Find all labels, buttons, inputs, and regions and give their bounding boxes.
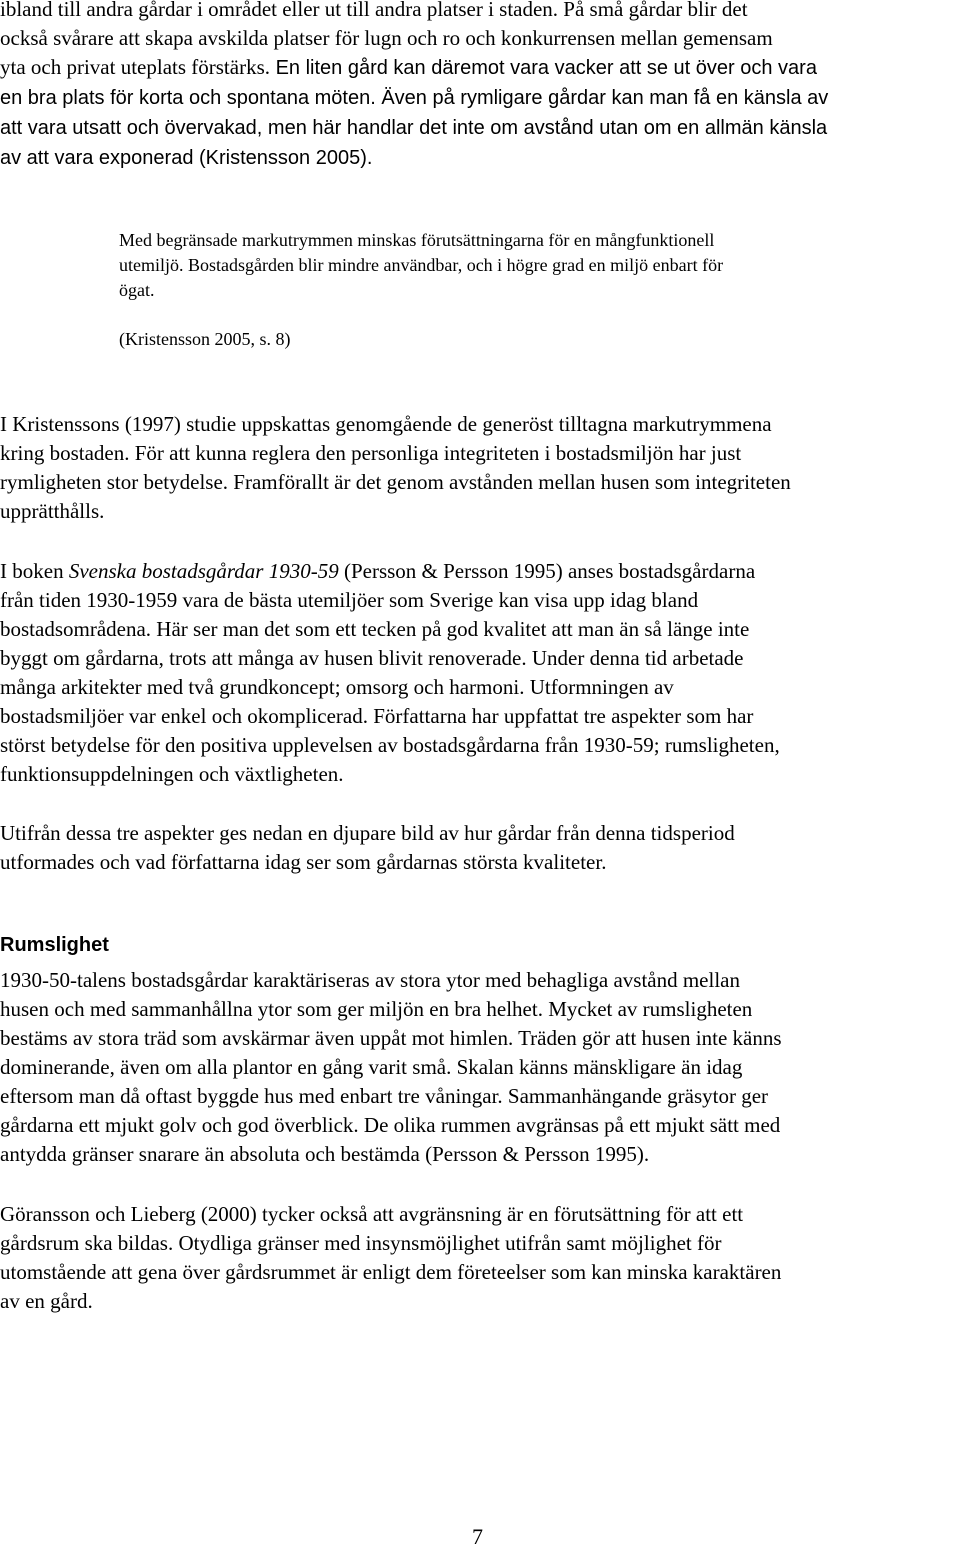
paragraph-book-body-text: (Persson & Persson 1995) anses bostadsgårdarna från tiden 1930-1959 vara de bästa utemiljöer som Sverige kan visa upp idag bland bostadsområdena. Här ser man det som ett tecken på god kvalitet att man än så länge inte byggt om gårdarna, trots att många av husen blivit renoverade. Under denna tid arbetade många arkitekter med två grundkoncept; omsorg och harmoni. Utformningen av bostadsmiljöer var enkel och okomplicerad. Författarna har uppfattat tre aspekter som har störst betydelse för den positiva upplevelsen av bostadsgårdarna från 1930-59; rumsligheten, funktionsuppdelningen och växtligheten. [0, 559, 780, 786]
section-heading: Rumslighet [0, 934, 109, 956]
paragraph-intro [0, 0, 958, 173]
block-quote-citation: (Kristensson 2005, s. 8) [119, 329, 291, 349]
paragraph-book-intro-text: I boken [0, 559, 69, 583]
paragraph-rumslighet: 1930-50-talens bostadsgårdar karaktäriseras av stora ytor med behagliga avstånd mellan husen och med sammanhållna ytor som ger miljön en bra helhet. Mycket av rumsligheten bestäms av stora träd som avskärmar även uppåt mot himlen. Träden gör att husen inte känns dominerande, även om alla plantor en gång varit små. Skalan känns mänskligare än idag eftersom man då oftast byggde hus med enbart tre våningar. Sammanhängande gräsytor ger gårdarna ett mjukt golv och god överblick. De olika rummen avgränsas på ett mjukt sätt med antydda gränser snarare än absoluta och bestämda (Persson & Persson 1995). [0, 968, 782, 1166]
page-number: 7 [472, 1524, 483, 1549]
paragraph-three-aspects: Utifrån dessa tre aspekter ges nedan en djupare bild av hur gårdar från denna tidsperiod utformades och vad författarna idag ser som gårdarnas största kvaliteter. [0, 821, 735, 874]
block-quote: Med begränsade markutrymmen minskas förutsättningarna för en mångfunktionell utemiljö. Bostadsgården blir mindre användbar, och i högre grad en miljö enbart för ögat. [119, 230, 724, 300]
paragraph-intro-sans-text: En liten gård kan däremot vara vacker att se ut över och vara en bra plats för korta och spontana möten. Även på rymligare gårdar kan man få en känsla av att vara utsatt och övervakad, men här handlar det inte om avstånd utan om en allmän känsla av att vara exponerad (Kristensson 2005). [0, 57, 829, 169]
paragraph-kristensson-study: I Kristenssons (1997) studie uppskattas genomgående de generöst tilltagna markutrymmena kring bostaden. För att kunna reglera den personliga integriteten i bostadsmiljön har just rymligheten stor betydelse. Framförallt är det genom avstånden mellan husen som integriteten upprätthålls. [0, 412, 791, 523]
book-title: Svenska bostadsgårdar 1930-59 [68, 559, 339, 583]
paragraph-goransson-lieberg: Göransson och Lieberg (2000) tycker också att avgränsning är en förutsättning för att ett gårdsrum ska bildas. Otydliga gränser med insynsmöjlighet utifrån samt möjlighet för utomstående att gena över gårdsrummet är enligt dem företeelser som kan minska karaktären av en gård. [0, 1202, 782, 1313]
paragraph-svenska-bostadsgardar [0, 557, 958, 789]
paragraph-intro-serif-text: ibland till andra gårdar i området eller ut till andra platser i staden. På små gårdar blir det också svårare att skapa avskilda platser för lugn och ro och konkurrensen mellan gemensam yta och privat uteplats förstärks. [0, 0, 773, 79]
